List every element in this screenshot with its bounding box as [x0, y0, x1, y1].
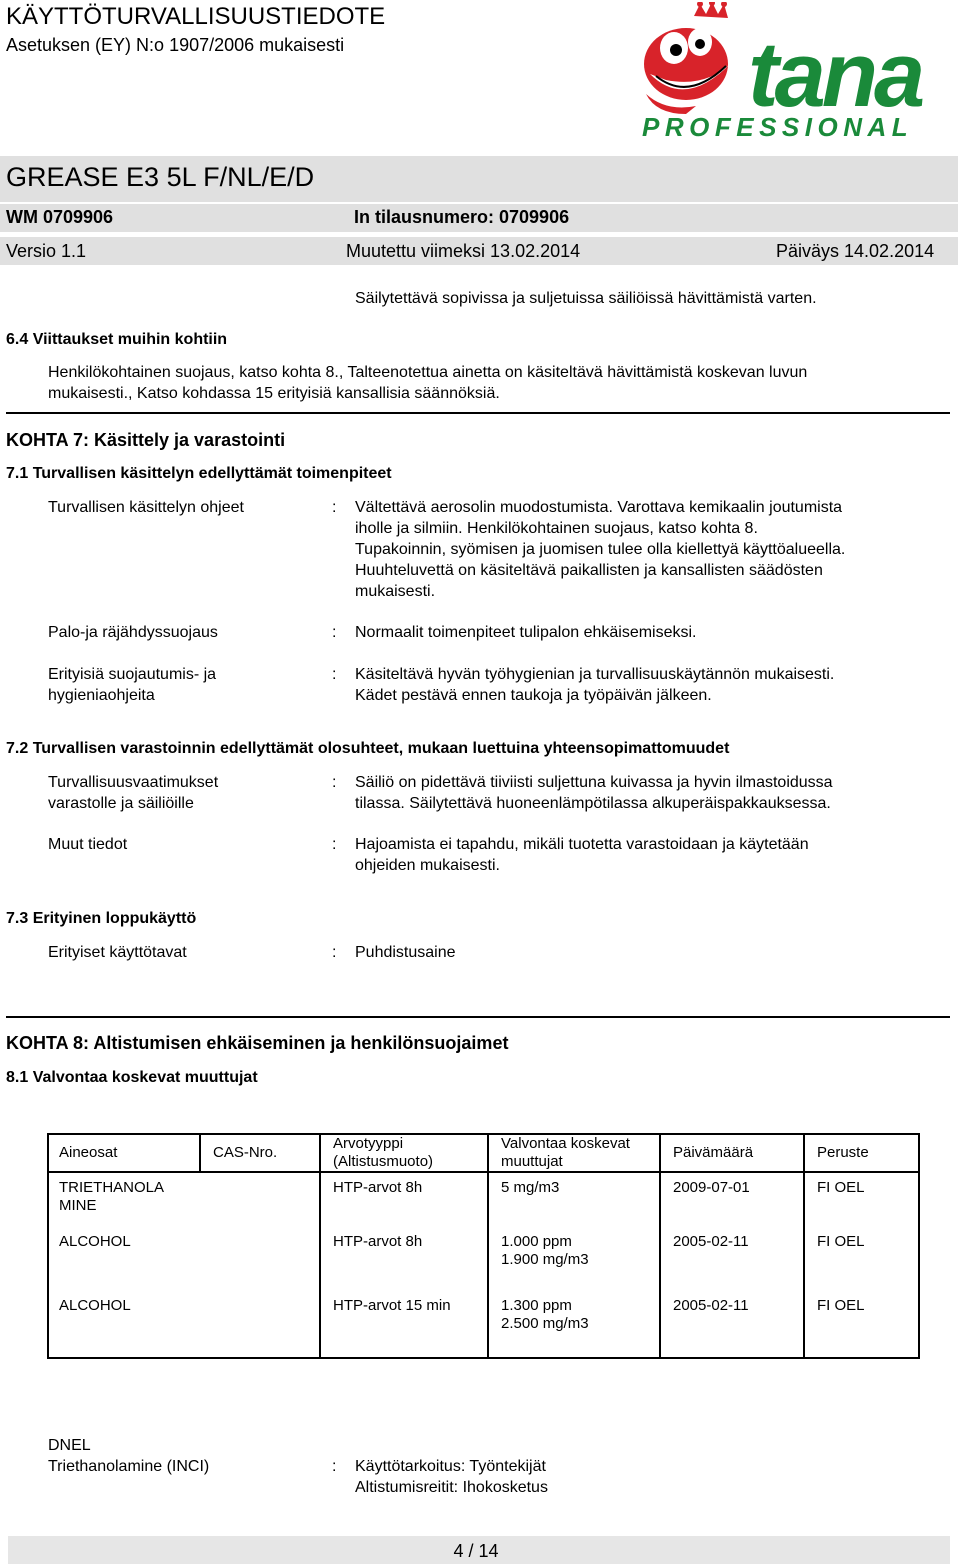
version: Versio 1.1	[6, 241, 87, 261]
page-number: 4 / 14	[453, 1541, 499, 1561]
section-7-3-heading: 7.3 Erityinen loppukäyttö	[6, 910, 197, 927]
header-cell	[488, 1134, 660, 1172]
row-colon: :	[332, 1458, 337, 1475]
row-value-storage-requirements: Säiliö on pidettävä tiiviisti suljettuna kuivassa ja hyvin ilmastoidussa tilassa. Säilytettävä huoneenlämpötilassa alkuperäispakkauksessa.	[355, 774, 833, 812]
row-value-specific-uses: Puhdistusaine	[355, 944, 456, 961]
table-cell: FI OEL	[817, 1297, 865, 1314]
header-cell-text: Arvotyyppi (Altistusmuoto)	[333, 1135, 434, 1170]
document-title: KÄYTTÖTURVALLISUUSTIEDOTE	[6, 3, 386, 30]
row-colon: :	[332, 836, 337, 853]
cell-text: 1.000 ppm 1.900 mg/m3	[501, 1233, 589, 1268]
crown-icon	[694, 2, 728, 18]
print-date: Päiväys 14.02.2014	[776, 241, 935, 261]
header-cell: Aineosat	[48, 1134, 200, 1172]
cell-text: TRIETHANOLA MINE	[59, 1179, 165, 1214]
table-cell: ALCOHOL	[48, 1227, 320, 1291]
row-value-fire-protection: Normaalit toimenpiteet tulipalon ehkäisemiseksi.	[355, 624, 697, 641]
row-colon: :	[332, 624, 337, 641]
table-cell: HTP-arvot 8h	[320, 1172, 488, 1227]
header-cell-text: Valvontaa koskevat muuttujat	[501, 1135, 630, 1170]
section-8-1-heading: 8.1 Valvontaa koskevat muuttujat	[6, 1069, 258, 1086]
wm-code: WM 0709906	[6, 207, 114, 227]
section-7-2-heading: 7.2 Turvallisen varastoinnin edellyttämät olosuhteet, mukaan luettuina yhteensopimattomuudet	[6, 740, 730, 757]
section-7-1-heading: 7.1 Turvallisen käsittelyn edellyttämät toimenpiteet	[6, 465, 392, 482]
table-cell: 2005-02-11	[660, 1291, 804, 1358]
tana-professional-logo	[636, 2, 946, 142]
table-row	[48, 1172, 919, 1227]
header-cell	[320, 1134, 488, 1172]
cell-text: 5 mg/m3	[501, 1179, 560, 1196]
row-colon: :	[332, 499, 337, 516]
row-label-fire-protection: Palo-ja räjähdyssuojaus	[48, 624, 218, 641]
logo-wordmark: tana	[748, 24, 922, 126]
row-label-other-info: Muut tiedot	[48, 836, 128, 853]
row-colon: :	[332, 944, 337, 961]
storage-continuation-text: Säilytettävä sopivissa ja suljetuissa säiliöissä hävittämistä varten.	[355, 290, 817, 307]
header-cell: Peruste	[804, 1134, 919, 1172]
header-cell: Päivämäärä	[660, 1134, 804, 1172]
section-7-heading: KOHTA 7: Käsittely ja varastointi	[6, 430, 286, 450]
row-value-safe-handling: Vältettävä aerosolin muodostumista. Varottava kemikaalin joutumista iholle ja silmiin. Henkilökohtainen suojaus, katso kohta 8. Tupakoinnin, syömisen ja juomisen tulee olla kiellettyä käyttöalueella. Huuhteluvettä on käsiteltävä paikallisten ja kansallisten säädösten mukaisesti.	[355, 499, 846, 600]
exposure-limits-table	[47, 1133, 920, 1359]
table-cell: 2009-07-01	[660, 1172, 804, 1227]
frog-icon	[644, 28, 732, 114]
table-cell	[488, 1291, 660, 1358]
table-cell: ALCOHOL	[48, 1291, 320, 1358]
cell-text: 1.300 ppm 2.500 mg/m3	[501, 1297, 589, 1332]
row-label-specific-uses: Erityiset käyttötavat	[48, 944, 187, 961]
row-value-hygiene: Käsiteltävä hyvän työhygienian ja turvallisuuskäytännön mukaisesti. Kädet pestävä ennen taukoja ja työpäivän jälkeen.	[355, 666, 835, 704]
order-number: In tilausnumero: 0709906	[354, 207, 570, 227]
table-row	[48, 1291, 919, 1358]
row-label-safe-handling: Turvallisen käsittelyn ohjeet	[48, 499, 244, 516]
table-cell	[48, 1172, 320, 1227]
row-colon: :	[332, 774, 337, 791]
section-6-4-heading: 6.4 Viittaukset muihin kohtiin	[6, 331, 228, 348]
modified-date: Muutettu viimeksi 13.02.2014	[346, 241, 581, 261]
table-cell: FI OEL	[817, 1179, 865, 1196]
dnel-label: DNEL Triethanolamine (INCI)	[48, 1437, 210, 1475]
row-label-hygiene: Erityisiä suojautumis- ja hygieniaohjeita	[48, 666, 217, 704]
table-cell	[488, 1172, 660, 1227]
section-divider	[6, 1016, 950, 1018]
row-label-storage-requirements: Turvallisuusvaatimukset varastolle ja säiliöille	[48, 774, 219, 812]
product-name: GREASE E3 5L F/NL/E/D	[6, 162, 315, 192]
regulation-subtitle: Asetuksen (EY) N:o 1907/2006 mukaisesti	[6, 35, 345, 55]
table-cell: FI OEL	[817, 1233, 865, 1250]
table-cell: HTP-arvot 8h	[320, 1227, 488, 1291]
section-6-4-text: Henkilökohtainen suojaus, katso kohta 8., Talteenotettua ainetta on käsiteltävä hävittämistä koskevan luvun mukaisesti., Katso kohdassa 15 erityisiä kansallisia säännöksiä.	[48, 364, 808, 402]
section-divider	[6, 412, 950, 414]
table-cell: 2005-02-11	[660, 1227, 804, 1291]
table-header-row	[48, 1134, 919, 1172]
dnel-value: Käyttötarkoitus: Työntekijät Altistumisreitit: Ihokosketus	[355, 1458, 548, 1496]
section-8-heading: KOHTA 8: Altistumisen ehkäiseminen ja henkilönsuojaimet	[6, 1033, 509, 1053]
table-row	[48, 1227, 919, 1291]
table-cell	[488, 1227, 660, 1291]
header-cell: CAS-Nro.	[200, 1134, 320, 1172]
row-value-other-info: Hajoamista ei tapahdu, mikäli tuotetta varastoidaan ja käytetään ohjeiden mukaisesti.	[355, 836, 809, 874]
row-colon: :	[332, 666, 337, 683]
logo-subtext: PROFESSIONAL	[642, 112, 914, 142]
table-cell: HTP-arvot 15 min	[320, 1291, 488, 1358]
